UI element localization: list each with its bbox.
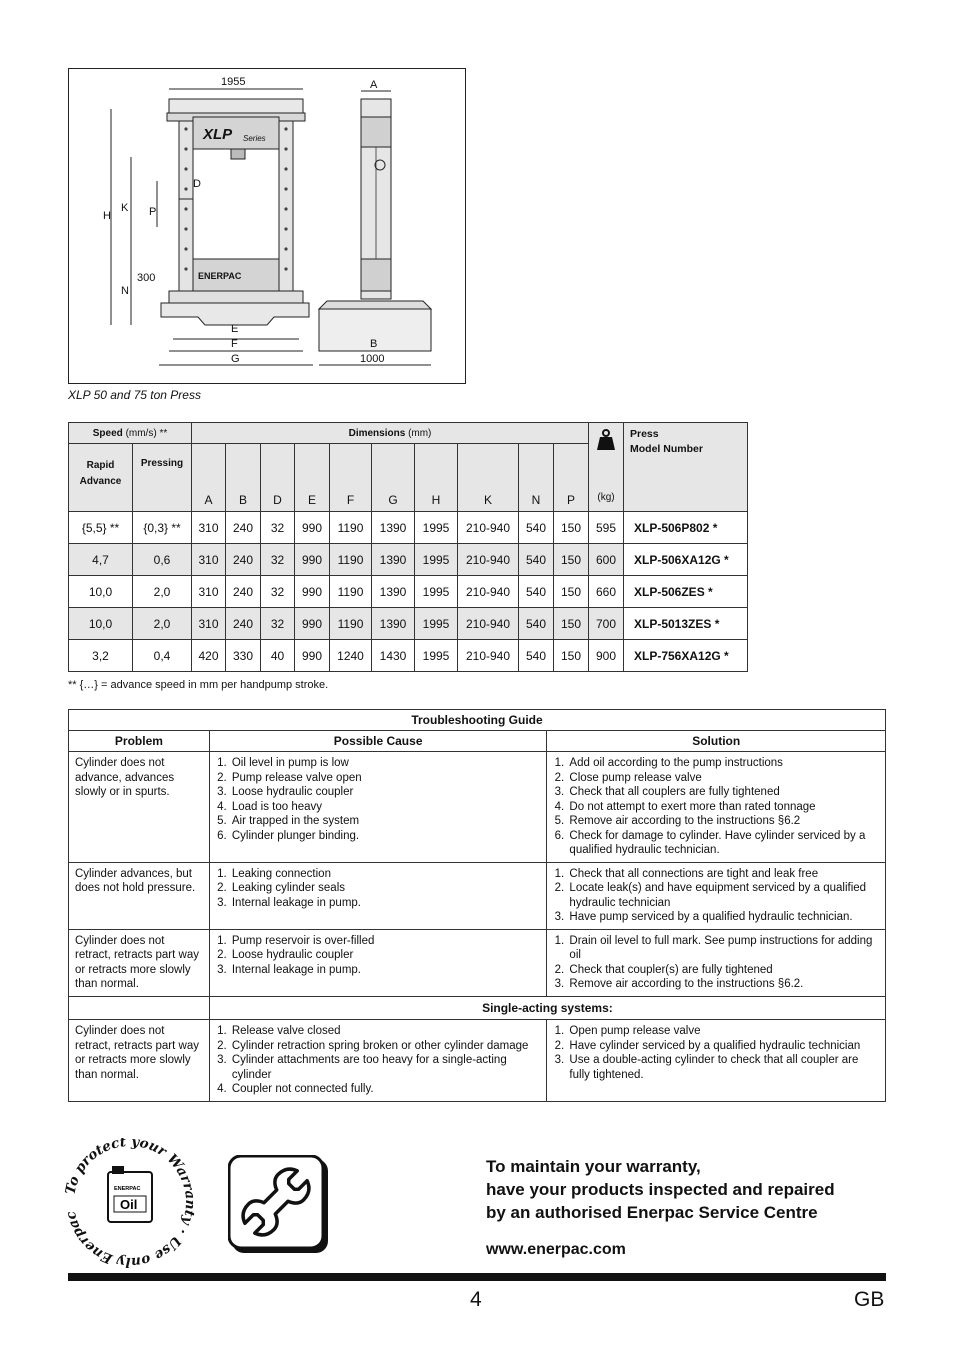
dimension-cell: 1190 [330, 544, 372, 576]
dimension-cell: 330 [226, 640, 261, 672]
list-item: 1. Pump reservoir is over-filled [230, 934, 541, 949]
dimension-cell: 1995 [415, 544, 458, 576]
rapid-speed-cell: 10,0 [69, 608, 133, 640]
list-item: 1. Drain oil level to full mark. See pump instructions for adding oil [567, 934, 879, 963]
rapid-speed-cell: 4,7 [69, 544, 133, 576]
solution-list [547, 752, 886, 863]
spec-row [69, 576, 748, 608]
col-n: N [519, 444, 554, 512]
problem-cell: Cylinder does not advance, advances slowly or in spurts. [69, 752, 210, 863]
rapid-advance-header: Rapid Advance [69, 444, 133, 512]
problem-cell: Cylinder advances, but does not hold pressure. [69, 862, 210, 929]
cause-list [209, 1020, 547, 1102]
pressing-speed-cell: {0,3} ** [133, 512, 192, 544]
spec-row [69, 544, 748, 576]
list-item: 1. Add oil according to the pump instructions [567, 756, 879, 771]
list-item: 2. Loose hydraulic coupler [230, 948, 541, 963]
dimension-cell: 1190 [330, 576, 372, 608]
dimension-cell: 1995 [415, 608, 458, 640]
dimension-cell: 32 [261, 576, 295, 608]
footer-rule [68, 1273, 886, 1281]
dimension-cell: 310 [192, 608, 226, 640]
service-wrench-icon [228, 1155, 330, 1255]
list-item: 2. Leaking cylinder seals [230, 881, 541, 896]
dimension-cell: 150 [554, 512, 589, 544]
spec-row [69, 512, 748, 544]
rapid-speed-cell: 3,2 [69, 640, 133, 672]
troubleshooting-row [69, 752, 886, 863]
col-h: H [415, 444, 458, 512]
dimension-cell: 150 [554, 576, 589, 608]
model-number-cell: XLP-506XA12G * [624, 544, 748, 576]
troubleshooting-row [69, 1020, 886, 1102]
model-number-cell: XLP-506ZES * [624, 576, 748, 608]
list-item: 2. Cylinder retraction spring broken or other cylinder damage [230, 1039, 541, 1054]
dimension-cell: 150 [554, 640, 589, 672]
col-f: F [330, 444, 372, 512]
list-item: 1. Oil level in pump is low [230, 756, 541, 771]
dimension-cell: 990 [295, 544, 330, 576]
oil-can-icon [62, 1138, 198, 1268]
list-item: 3. Have pump serviced by a qualified hydraulic technician. [567, 910, 879, 925]
list-item: 2. Locate leak(s) and have equipment serviced by a qualified hydraulic technician [567, 881, 879, 910]
problem-cell: Cylinder does not retract, retracts part way or retracts more slowly than normal. [69, 1020, 210, 1102]
dimension-cell: 240 [226, 576, 261, 608]
dimension-cell: 32 [261, 544, 295, 576]
list-item: 4. Do not attempt to exert more than rated tonnage [567, 800, 879, 815]
drawing-caption: XLP 50 and 75 ton Press [68, 388, 201, 402]
list-item: 1. Leaking connection [230, 867, 541, 882]
specs-footnote: ** {…} = advance speed in mm per handpump stroke. [68, 679, 329, 691]
weight-icon [596, 429, 616, 451]
weight-cell: 700 [589, 608, 624, 640]
list-item: 1. Open pump release valve [567, 1024, 879, 1039]
cause-list [209, 929, 547, 996]
model-number-cell: XLP-506P802 * [624, 512, 748, 544]
dimensions-header: Dimensions (mm) [192, 423, 589, 444]
dimension-cell: 990 [295, 640, 330, 672]
series-word: Series [243, 134, 266, 143]
list-item: 3. Cylinder attachments are too heavy for a single-acting cylinder [230, 1053, 541, 1082]
dimension-cell: 1390 [372, 576, 415, 608]
pressing-speed-cell: 0,6 [133, 544, 192, 576]
col-p: P [554, 444, 589, 512]
list-item: 3. Internal leakage in pump. [230, 963, 541, 978]
enerpac-url-link[interactable]: www.enerpac.com [486, 1241, 626, 1258]
list-item: 4. Load is too heavy [230, 800, 541, 815]
press-dimension-drawing [69, 69, 467, 385]
dimension-cell: 540 [519, 640, 554, 672]
dim-1955: 1955 [221, 76, 246, 88]
dimension-cell: 32 [261, 608, 295, 640]
weight-header: (kg) [589, 423, 624, 512]
list-item: 2. Close pump release valve [567, 771, 879, 786]
page-number: 4 [470, 1288, 482, 1311]
dimension-cell: 210-940 [458, 512, 519, 544]
list-item: 5. Air trapped in the system [230, 814, 541, 829]
solution-list [547, 1020, 886, 1102]
dim-n: N [121, 285, 129, 297]
dimension-cell: 310 [192, 544, 226, 576]
problem-header: Problem [69, 731, 210, 752]
dimension-cell: 310 [192, 512, 226, 544]
oil-warranty-seal [62, 1138, 198, 1268]
dimension-cell: 540 [519, 512, 554, 544]
dim-g: G [231, 353, 240, 365]
col-b: B [226, 444, 261, 512]
dimension-cell: 210-940 [458, 576, 519, 608]
dimension-cell: 540 [519, 608, 554, 640]
dim-f: F [231, 338, 238, 350]
dimension-cell: 32 [261, 512, 295, 544]
list-item: 3. Remove air according to the instructions §6.2. [567, 977, 879, 992]
dimension-cell: 540 [519, 576, 554, 608]
cause-list [209, 752, 547, 863]
dimension-cell: 310 [192, 576, 226, 608]
seal-oil-label: Oil [120, 1197, 138, 1212]
list-item: 2. Have cylinder serviced by a qualified hydraulic technician [567, 1039, 879, 1054]
list-item: 5. Remove air according to the instructions §6.2 [567, 814, 879, 829]
dimension-cell: 40 [261, 640, 295, 672]
dim-d: D [193, 178, 201, 190]
spec-row [69, 608, 748, 640]
col-a: A [192, 444, 226, 512]
dim-b: B [370, 338, 378, 350]
col-e: E [295, 444, 330, 512]
dimension-cell: 1190 [330, 608, 372, 640]
model-number-cell: XLP-756XA12G * [624, 640, 748, 672]
single-acting-heading: Single-acting systems: [209, 996, 885, 1020]
col-d: D [261, 444, 295, 512]
dimension-cell: 990 [295, 512, 330, 544]
dimension-cell: 210-940 [458, 640, 519, 672]
troubleshooting-title: Troubleshooting Guide [69, 710, 886, 731]
dimension-cell: 1995 [415, 640, 458, 672]
list-item: 2. Check that coupler(s) are fully tightened [567, 963, 879, 978]
dimension-cell: 150 [554, 544, 589, 576]
list-item: 6. Check for damage to cylinder. Have cylinder serviced by a qualified hydraulic technician. [567, 829, 879, 858]
model-number-cell: XLP-5013ZES * [624, 608, 748, 640]
problem-cell: Cylinder does not retract, retracts part way or retracts more slowly than normal. [69, 929, 210, 996]
dim-1000: 1000 [360, 353, 385, 365]
dimension-cell: 990 [295, 608, 330, 640]
dimension-cell: 990 [295, 576, 330, 608]
cause-header: Possible Cause [209, 731, 547, 752]
list-item: 1. Check that all connections are tight and leak free [567, 867, 879, 882]
warranty-message: To maintain your warranty, have your products inspected and repaired by an authorised Enerpac Service Centre [486, 1157, 835, 1222]
pressing-header: Pressing [133, 444, 192, 512]
rapid-speed-cell: {5,5} ** [69, 512, 133, 544]
model-header: Press Model Number [624, 423, 748, 512]
troubleshooting-table [68, 709, 886, 1102]
dimension-cell: 1390 [372, 608, 415, 640]
dimension-cell: 1240 [330, 640, 372, 672]
list-item: 3. Internal leakage in pump. [230, 896, 541, 911]
dimension-cell: 540 [519, 544, 554, 576]
press-drawing [68, 68, 466, 384]
dim-e: E [231, 323, 239, 335]
list-item: 4. Coupler not connected fully. [230, 1082, 541, 1097]
dim-k: K [121, 202, 129, 214]
dim-h: H [103, 210, 111, 222]
col-g: G [372, 444, 415, 512]
seal-text: To protect your Warranty · Use only Enerpac [62, 1138, 198, 1268]
col-k: K [458, 444, 519, 512]
troubleshooting-row [69, 929, 886, 996]
dimension-cell: 420 [192, 640, 226, 672]
series-logo: XLP [203, 126, 233, 143]
dimension-cell: 1390 [372, 544, 415, 576]
frame-logo: ENERPAC [198, 271, 242, 281]
specs-table [68, 422, 748, 672]
dimension-cell: 1430 [372, 640, 415, 672]
solution-list [547, 862, 886, 929]
list-item: 2. Pump release valve open [230, 771, 541, 786]
dimension-cell: 210-940 [458, 608, 519, 640]
list-item: 6. Cylinder plunger binding. [230, 829, 541, 844]
list-item: 1. Release valve closed [230, 1024, 541, 1039]
solution-list [547, 929, 886, 996]
dimension-cell: 1995 [415, 576, 458, 608]
weight-cell: 660 [589, 576, 624, 608]
dimension-cell: 1995 [415, 512, 458, 544]
list-item: 3. Loose hydraulic coupler [230, 785, 541, 800]
pressing-speed-cell: 2,0 [133, 576, 192, 608]
list-item: 3. Use a double-acting cylinder to check that all coupler are fully tightened. [567, 1053, 879, 1082]
dimension-cell: 240 [226, 544, 261, 576]
solution-header: Solution [547, 731, 886, 752]
pressing-speed-cell: 2,0 [133, 608, 192, 640]
dim-300: 300 [137, 272, 156, 284]
speed-header: Speed (mm/s) ** [69, 423, 192, 444]
rapid-speed-cell: 10,0 [69, 576, 133, 608]
weight-cell: 600 [589, 544, 624, 576]
list-item: 3. Check that all couplers are fully tightened [567, 785, 879, 800]
cause-list [209, 862, 547, 929]
dim-a: A [370, 79, 378, 91]
dimension-cell: 1390 [372, 512, 415, 544]
language-code: GB [854, 1288, 885, 1311]
dimension-cell: 1190 [330, 512, 372, 544]
weight-cell: 595 [589, 512, 624, 544]
dimension-cell: 210-940 [458, 544, 519, 576]
weight-cell: 900 [589, 640, 624, 672]
dimension-cell: 240 [226, 512, 261, 544]
dimension-cell: 240 [226, 608, 261, 640]
seal-brand: ENERPAC [114, 1186, 141, 1192]
dimension-cell: 150 [554, 608, 589, 640]
troubleshooting-row [69, 862, 886, 929]
pressing-speed-cell: 0,4 [133, 640, 192, 672]
spec-row [69, 640, 748, 672]
dim-p: P [149, 206, 157, 218]
